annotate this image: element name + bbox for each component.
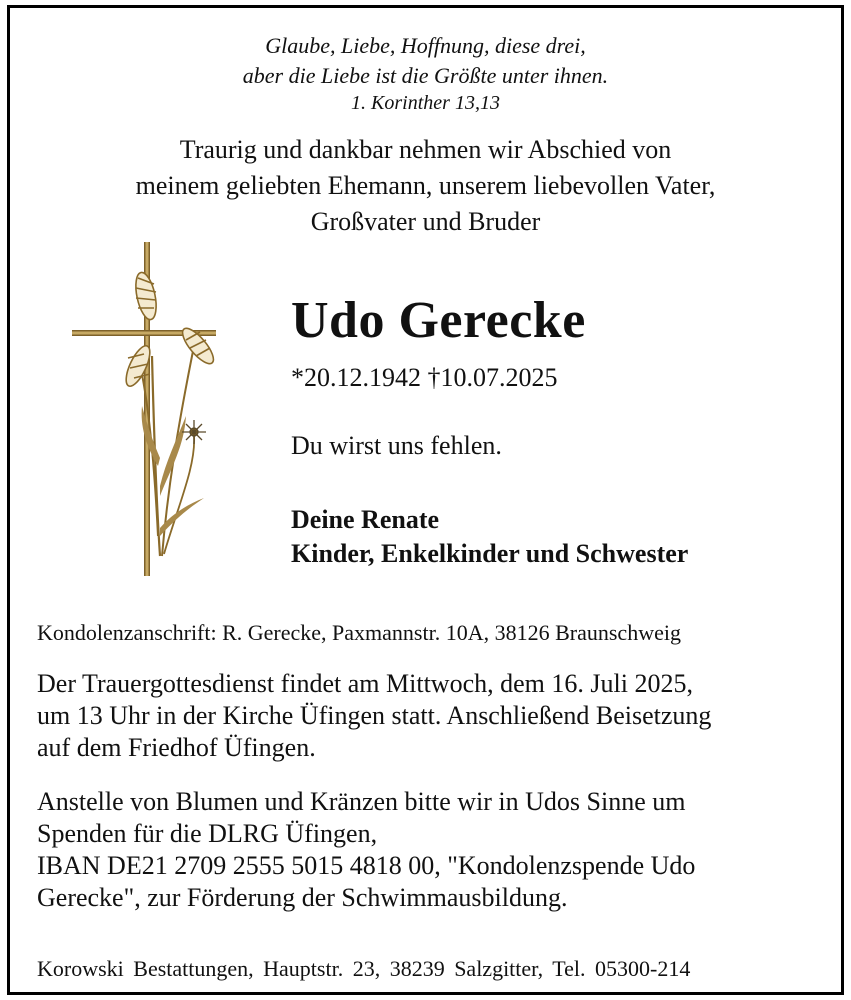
service-line-2: um 13 Uhr in der Kirche Üfingen statt. Anschließend Beisetzung (37, 701, 712, 730)
life-dates: *20.12.1942 †10.07.2025 (291, 363, 558, 392)
donation-line-1: Anstelle von Blumen und Kränzen bitte wir in Udos Sinne um (37, 787, 686, 816)
mourners (291, 503, 688, 571)
donation-line-4: Gerecke", zur Förderung der Schwimmausbildung. (37, 883, 568, 912)
intro-line-2: meinem geliebten Ehemann, unserem liebevollen Vater, (135, 171, 716, 200)
donation-info (37, 786, 827, 914)
mourner-line-2: Kinder, Enkelkinder und Schwester (291, 539, 689, 568)
verse-line-2: aber die Liebe ist die Größte unter ihnen. (242, 63, 609, 88)
funeral-home: Korowski Bestattungen, Hauptstr. 23, 38239 Salzgitter, Tel. 05300-214 (37, 956, 691, 981)
farewell-intro (10, 132, 841, 240)
donation-line-3: IBAN DE21 2709 2555 5015 4818 00, "Kondolenzspende Udo (37, 851, 696, 880)
service-line-1: Der Trauergottesdienst findet am Mittwoch, dem 16. Juli 2025, (37, 669, 693, 698)
intro-line-3: Großvater und Bruder (310, 207, 541, 236)
intro-line-1: Traurig und dankbar nehmen wir Abschied von (179, 135, 672, 164)
service-line-3: auf dem Friedhof Üfingen. (37, 733, 316, 762)
donation-line-2: Spenden für die DLRG Üfingen, (37, 819, 378, 848)
condolence-address: Kondolenzanschrift: R. Gerecke, Paxmannstr. 10A, 38126 Braunschweig (37, 620, 681, 645)
verse-line-1: Glaube, Liebe, Hoffnung, diese drei, (265, 33, 586, 58)
mourner-line-1: Deine Renate (291, 505, 440, 534)
bible-verse (10, 31, 841, 115)
cross-with-wheat-icon (68, 236, 218, 576)
deceased-name: Udo Gerecke (291, 292, 586, 349)
service-info (37, 668, 827, 764)
verse-reference: 1. Korinther 13,13 (351, 92, 500, 114)
farewell-message: Du wirst uns fehlen. (291, 431, 502, 460)
obituary-notice (7, 5, 844, 995)
